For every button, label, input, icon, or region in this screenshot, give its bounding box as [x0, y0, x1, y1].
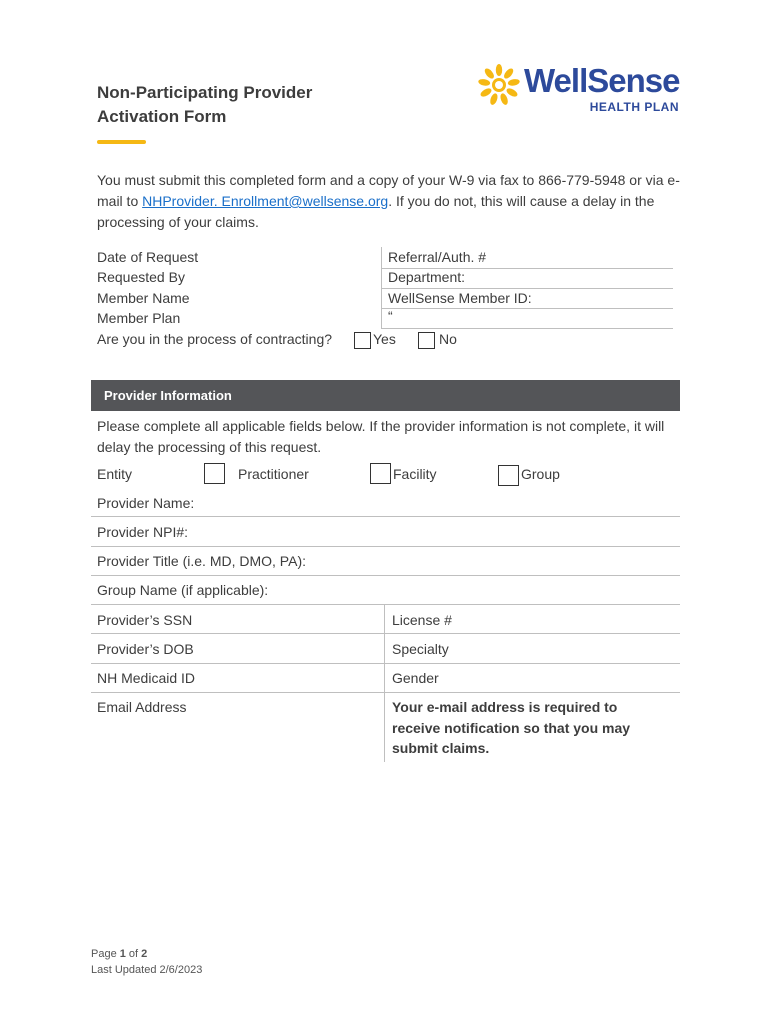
- page-number: Page 1 of 2: [91, 948, 148, 960]
- provider-table-divider: [384, 604, 385, 762]
- license-field[interactable]: License #: [392, 612, 452, 628]
- requested-by-label: Requested By: [97, 269, 185, 285]
- logo-wordmark: WellSense: [524, 62, 680, 99]
- contracting-no-checkbox[interactable]: [418, 332, 435, 349]
- logo-subtitle: HEALTH PLAN: [589, 100, 679, 114]
- intro-text-after: . If you do not, this will cause a delay in the processing of your claims.: [97, 193, 655, 230]
- member-id-label: WellSense Member ID:: [388, 290, 532, 306]
- request-rule-4: [381, 328, 673, 329]
- entity-practitioner-checkbox[interactable]: [204, 463, 225, 484]
- specialty-field[interactable]: Specialty: [392, 641, 449, 657]
- request-rule-3: [381, 308, 673, 309]
- email-required-note: Your e-mail address is required to receive notification so that you may submit claims.: [392, 699, 631, 756]
- group-name-field[interactable]: Group Name (if applicable):: [97, 582, 269, 598]
- rule-dob: [91, 663, 680, 664]
- email-address-field[interactable]: Email Address: [97, 699, 187, 715]
- rule-provider-title: [91, 575, 680, 576]
- request-rule-2: [381, 288, 673, 289]
- form-title-line2: Activation Form: [97, 107, 227, 126]
- rule-medicaid: [91, 692, 680, 693]
- provider-section-title: Provider Information: [104, 388, 232, 403]
- provider-title-field[interactable]: Provider Title (i.e. MD, DMO, PA):: [97, 553, 306, 569]
- date-of-request-label: Date of Request: [97, 249, 199, 265]
- provider-instructions: Please complete all applicable fields below. If the provider information is not complete, it will delay the processing of this request.: [97, 418, 665, 455]
- provider-npi-field[interactable]: Provider NPI#:: [97, 524, 189, 540]
- form-title-line1: Non-Participating Provider: [97, 83, 313, 102]
- entity-group-checkbox[interactable]: [498, 465, 519, 486]
- rule-provider-npi: [91, 546, 680, 547]
- sun-icon: [478, 64, 520, 106]
- contracting-yes-label: Yes: [373, 331, 396, 347]
- title-accent-bar: [97, 140, 146, 144]
- entity-facility-label: Facility: [393, 466, 437, 482]
- gender-field[interactable]: Gender: [392, 670, 439, 686]
- quote-mark: “: [388, 308, 393, 324]
- intro-paragraph: [97, 170, 687, 233]
- provider-ssn-field[interactable]: Provider’s SSN: [97, 612, 193, 628]
- rule-group-name: [91, 604, 680, 605]
- contracting-yes-checkbox[interactable]: [354, 332, 371, 349]
- provider-section-header: [91, 380, 680, 411]
- form-title: [97, 81, 312, 129]
- entity-label: Entity: [97, 466, 133, 482]
- rule-provider-name: [91, 516, 680, 517]
- rule-ssn: [91, 633, 680, 634]
- provider-dob-field[interactable]: Provider’s DOB: [97, 641, 194, 657]
- page-footer: [91, 946, 202, 978]
- referral-auth-label: Referral/Auth. #: [388, 249, 487, 265]
- entity-group-label: Group: [521, 466, 560, 482]
- provider-name-field[interactable]: Provider Name:: [97, 495, 195, 511]
- member-name-label: Member Name: [97, 290, 190, 306]
- contracting-no-label: No: [439, 331, 457, 347]
- entity-practitioner-label: Practitioner: [238, 466, 309, 482]
- nh-medicaid-id-field[interactable]: NH Medicaid ID: [97, 670, 196, 686]
- intro-text-before: You must submit this completed form and a copy of your W-9 via fax to 866-779-5948 or via e-mail to: [97, 172, 680, 209]
- contracting-question: Are you in the process of contracting?: [97, 331, 333, 347]
- last-updated: Last Updated 2/6/2023: [91, 964, 203, 976]
- member-plan-label: Member Plan: [97, 310, 181, 326]
- email-link[interactable]: NHProvider. Enrollment@wellsense.org: [142, 193, 389, 209]
- wellsense-logo: [478, 64, 683, 116]
- department-label: Department:: [388, 269, 466, 285]
- entity-facility-checkbox[interactable]: [370, 463, 391, 484]
